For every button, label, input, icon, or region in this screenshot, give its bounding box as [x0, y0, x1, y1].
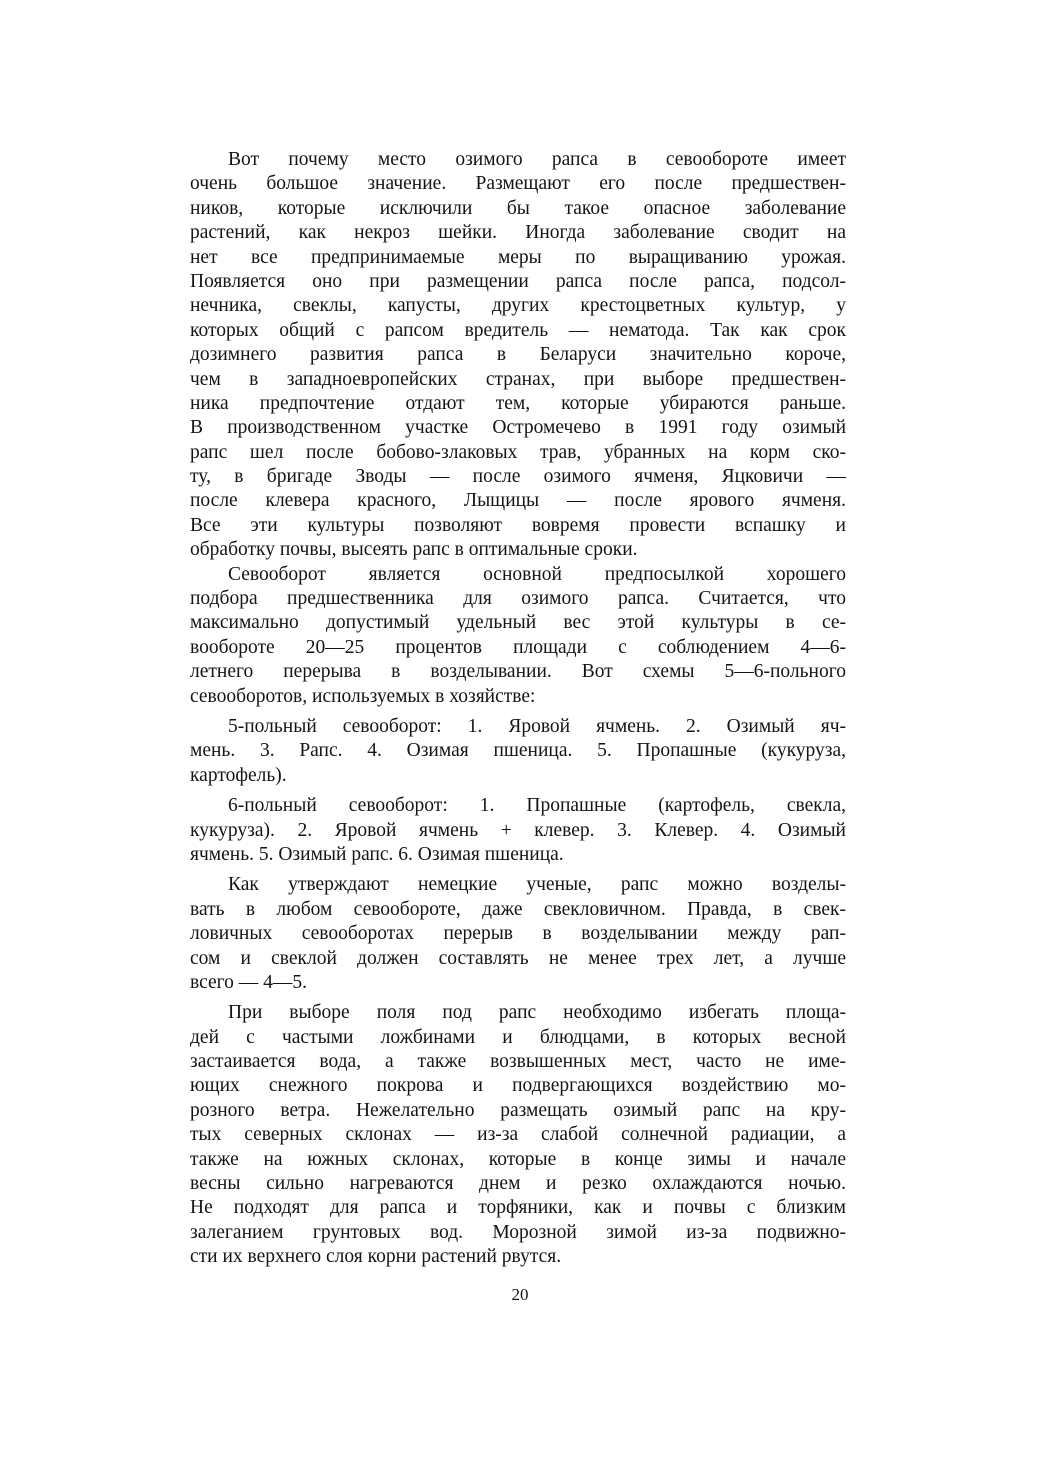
- text-line: 6-польный севооборот: 1. Пропашные (картофель, свекла,: [228, 795, 846, 817]
- paragraph-2: [190, 563, 846, 709]
- text-line: ника предпочтение отдают тем, которые убираются раньше.: [190, 392, 846, 414]
- text-line: ячмень. 5. Озимый рапс. 6. Озимая пшеница.: [190, 843, 564, 865]
- text-line: дозимнего развития рапса в Беларуси значительно короче,: [190, 344, 846, 366]
- text-line: Появляется оно при размещении рапса после рапса, подсол-: [190, 270, 846, 292]
- text-line: летнего перерыва в возделывании. Вот схемы 5—6-польного: [190, 661, 846, 683]
- paragraph-6: [190, 1001, 846, 1269]
- text-line: ту, в бригаде Зводы — после озимого ячменя, Яцковичи —: [190, 466, 846, 488]
- paragraph-5: [190, 873, 846, 995]
- text-line: также на южных склонах, которые в конце зимы и начале: [190, 1148, 846, 1170]
- text-line: Не подходят для рапса и торфяники, как и почвы с близким: [190, 1197, 846, 1219]
- text-line: вать в любом севообороте, даже свекловичном. Правда, в свек-: [190, 898, 846, 920]
- text-line: ловичных севооборотах перерыв в возделывании между рап-: [190, 923, 846, 945]
- paragraph-1: [190, 148, 846, 563]
- text-line: ющих снежного покрова и подвергающихся воздействию мо-: [190, 1075, 846, 1097]
- text-line: подбора предшественника для озимого рапса. Считается, что: [190, 588, 846, 610]
- text-line: кукуруза). 2. Яровой ячмень + клевер. 3. Клевер. 4. Озимый: [190, 819, 846, 841]
- text-line: Все эти культуры позволяют вовремя провести вспашку и: [190, 514, 846, 536]
- text-line: обработку почвы, высеять рапс в оптимальные сроки.: [190, 539, 638, 561]
- text-line: Как утверждают немецкие ученые, рапс можно возделы-: [228, 874, 846, 896]
- paragraph-4: [190, 794, 846, 867]
- body-text: [190, 148, 846, 1270]
- text-line: очень большое значение. Размещают его после предшествен-: [190, 173, 846, 195]
- text-line: картофель).: [190, 764, 287, 786]
- text-line: мень. 3. Рапс. 4. Озимая пшеница. 5. Пропашные (кукуруза,: [190, 740, 846, 762]
- text-line: залеганием грунтовых вод. Морозной зимой из-за подвижно-: [190, 1221, 846, 1243]
- text-line: ников, которые исключили бы такое опасное заболевание: [190, 197, 846, 219]
- text-line: после клевера красного, Лыщицы — после ярового ячменя.: [190, 490, 846, 512]
- text-line: тых северных склонах — из-за слабой солнечной радиации, а: [190, 1124, 846, 1146]
- text-line: 5-польный севооборот: 1. Яровой ячмень. 2. Озимый яч-: [228, 715, 846, 737]
- text-line: нечника, свеклы, капусты, других крестоцветных культур, у: [190, 295, 846, 317]
- text-line: дей с частыми ложбинами и блюдцами, в которых весной: [190, 1026, 846, 1048]
- text-line: застаивается вода, а также возвышенных мест, часто не име-: [190, 1051, 846, 1073]
- text-line: максимально допустимый удельный вес этой культуры в се-: [190, 612, 846, 634]
- text-line: весны сильно нагреваются днем и резко охлаждаются ночью.: [190, 1173, 846, 1195]
- text-line: Вот почему место озимого рапса в севообороте имеет: [228, 149, 846, 170]
- text-line: сти их верхнего слоя корни растений рвутся.: [190, 1246, 562, 1268]
- paragraph-3: [190, 715, 846, 788]
- text-line: севооборотов, используемых в хозяйстве:: [190, 685, 536, 707]
- text-line: которых общий с рапсом вредитель — нематода. Так как срок: [190, 319, 846, 341]
- text-line: В производственном участке Остромечево в 1991 году озимый: [190, 417, 846, 439]
- text-line: При выборе поля под рапс необходимо избегать площа-: [228, 1002, 846, 1024]
- text-line: Севооборот является основной предпосылкой хорошего: [228, 563, 846, 585]
- text-line: нет все предпринимаемые меры по выращиванию урожая.: [190, 246, 846, 268]
- page-number: 20: [511, 1285, 529, 1304]
- text-line: сом и свеклой должен составлять не менее трех лет, а лучше: [190, 947, 846, 969]
- text-line: вообороте 20—25 процентов площади с соблюдением 4—6-: [190, 636, 846, 658]
- text-line: розного ветра. Нежелательно размещать озимый рапс на кру-: [190, 1099, 846, 1121]
- text-line: чем в западноевропейских странах, при выборе предшествен-: [190, 368, 846, 390]
- text-line: рапс шел после бобово-злаковых трав, убранных на корм ско-: [190, 441, 846, 463]
- text-line: всего — 4—5.: [190, 971, 308, 993]
- text-line: растений, как некроз шейки. Иногда заболевание сводит на: [190, 222, 846, 244]
